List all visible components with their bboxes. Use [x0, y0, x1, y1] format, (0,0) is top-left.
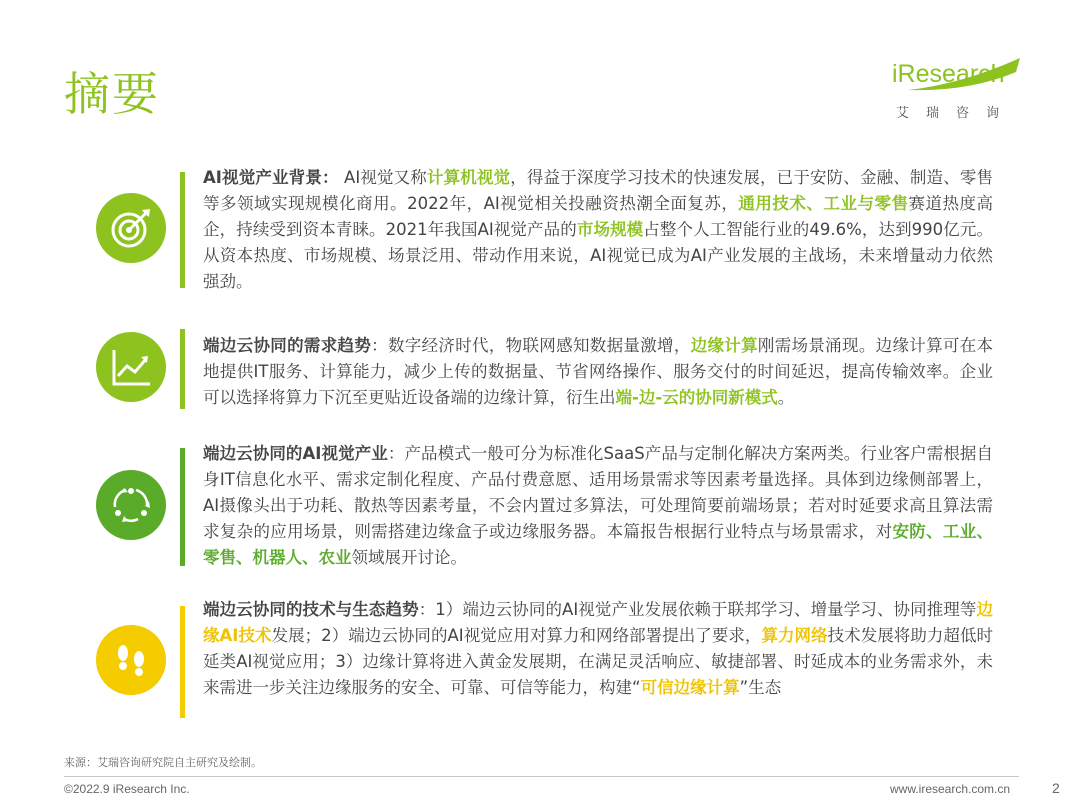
highlight-term: 算力网络	[761, 626, 828, 645]
footprints-icon	[96, 625, 166, 695]
section-heading: 端边云协同的需求趋势	[203, 336, 372, 355]
highlight-term: 边缘计算	[690, 336, 758, 355]
body-text: 技术发展将助力超低时延类AI视觉应用；3）边缘计算将进入黄金发展期，在满足灵活响应、敏捷部署、时延成本的业务需求外，未来需进一步关注边缘服务的安全、可靠、可信等能力，构建“	[203, 626, 994, 697]
section-divider	[180, 172, 185, 288]
body-text: ：1）端边云协同的AI视觉产业发展依赖于联邦学习、增量学习、协同推理等	[418, 600, 977, 619]
body-text: 刚需场景涌现。边缘计算可在本地提供IT服务、计算能力，减少上传的数据量、节省网络操作、服务交付的时间延迟，提高传输效率。企业可以选择将算力下沉至更贴近设备端的边缘计算，衍生出	[203, 336, 994, 407]
section-text	[203, 333, 993, 411]
highlight-term: 安防、工业、零售、机器人、农业	[203, 522, 994, 567]
highlight-term: 市场规模	[576, 220, 644, 239]
section-heading: 端边云协同的技术与生态趋势	[203, 600, 419, 619]
copyright: ©2022.9 iResearch Inc.	[64, 782, 190, 796]
highlight-term: 通用技术、工业与零售	[738, 194, 909, 213]
section-text	[203, 441, 993, 571]
cycle-arrows-icon	[96, 470, 166, 540]
section-divider	[180, 448, 185, 566]
body-text: 领域展开讨论。	[351, 548, 467, 567]
body-text: ，得益于深度学习技术的快速发展，已于安防、金融、制造、零售等多领域实现规模化商用。2022年，AI视觉相关投融资热潮全面复苏，	[203, 168, 994, 213]
section-divider	[180, 329, 185, 409]
body-text: 发展；2）端边云协同的AI视觉应用对算力和网络部署提出了要求，	[271, 626, 762, 645]
page-title: 摘要	[64, 67, 160, 121]
body-text: ”生态	[739, 678, 782, 697]
website-link[interactable]: www.iresearch.com.cn	[890, 782, 1011, 796]
body-text: 。	[777, 388, 795, 407]
body-text: ：数字经济时代，物联网感知数据量激增，	[371, 336, 691, 355]
section-text	[203, 165, 993, 295]
source-note: 来源：艾瑞咨询研究院自主研究及绘制。	[64, 756, 262, 769]
section-text	[203, 597, 993, 701]
section-divider	[180, 606, 185, 718]
highlight-term: 边缘AI技术	[203, 600, 993, 645]
body-text: 占整个人工智能行业的49.6%，达到990亿元。从资本热度、市场规模、场景泛用、带动作用来说，AI视觉已成为AI产业发展的主战场，未来增量动力依然强劲。	[203, 220, 993, 291]
logo-wordmark: iResearch	[892, 60, 1005, 88]
body-text: 赛道热度高企，持续受到资本青睐。2021年我国AI视觉产品的	[203, 194, 993, 239]
section-heading: 端边云协同的AI视觉产业	[203, 444, 388, 463]
footer-divider	[64, 776, 1019, 777]
body-text: AI视觉又称	[338, 168, 427, 187]
highlight-term: 可信边缘计算	[640, 678, 740, 697]
section-heading: AI视觉产业背景：	[203, 168, 339, 187]
highlight-term: 端-边-云的协同新模式	[615, 388, 778, 407]
target-icon	[96, 193, 166, 263]
body-text: ：产品模式一般可分为标准化SaaS产品与定制化解决方案两类。行业客户需根据自身IT信息化水平、需求定制化程度、产品付费意愿、适用场景需求等因素考量选择。具体到边缘侧部署上，AI摄像头出于功耗、散热等因素考量，不会内置过多算法，可处理简要前端场景；若对时延要求高且算法需求复杂的应用场景，则需搭建边缘盒子或边缘服务器。本篇报告根据行业特点与场景需求，对	[203, 444, 993, 541]
iresearch-logo	[892, 56, 1022, 126]
page-number: 2	[1052, 780, 1060, 796]
highlight-term: 计算机视觉	[426, 168, 511, 187]
logo-subtitle: 艾瑞咨询	[896, 106, 1017, 121]
line-chart-icon	[96, 332, 166, 402]
